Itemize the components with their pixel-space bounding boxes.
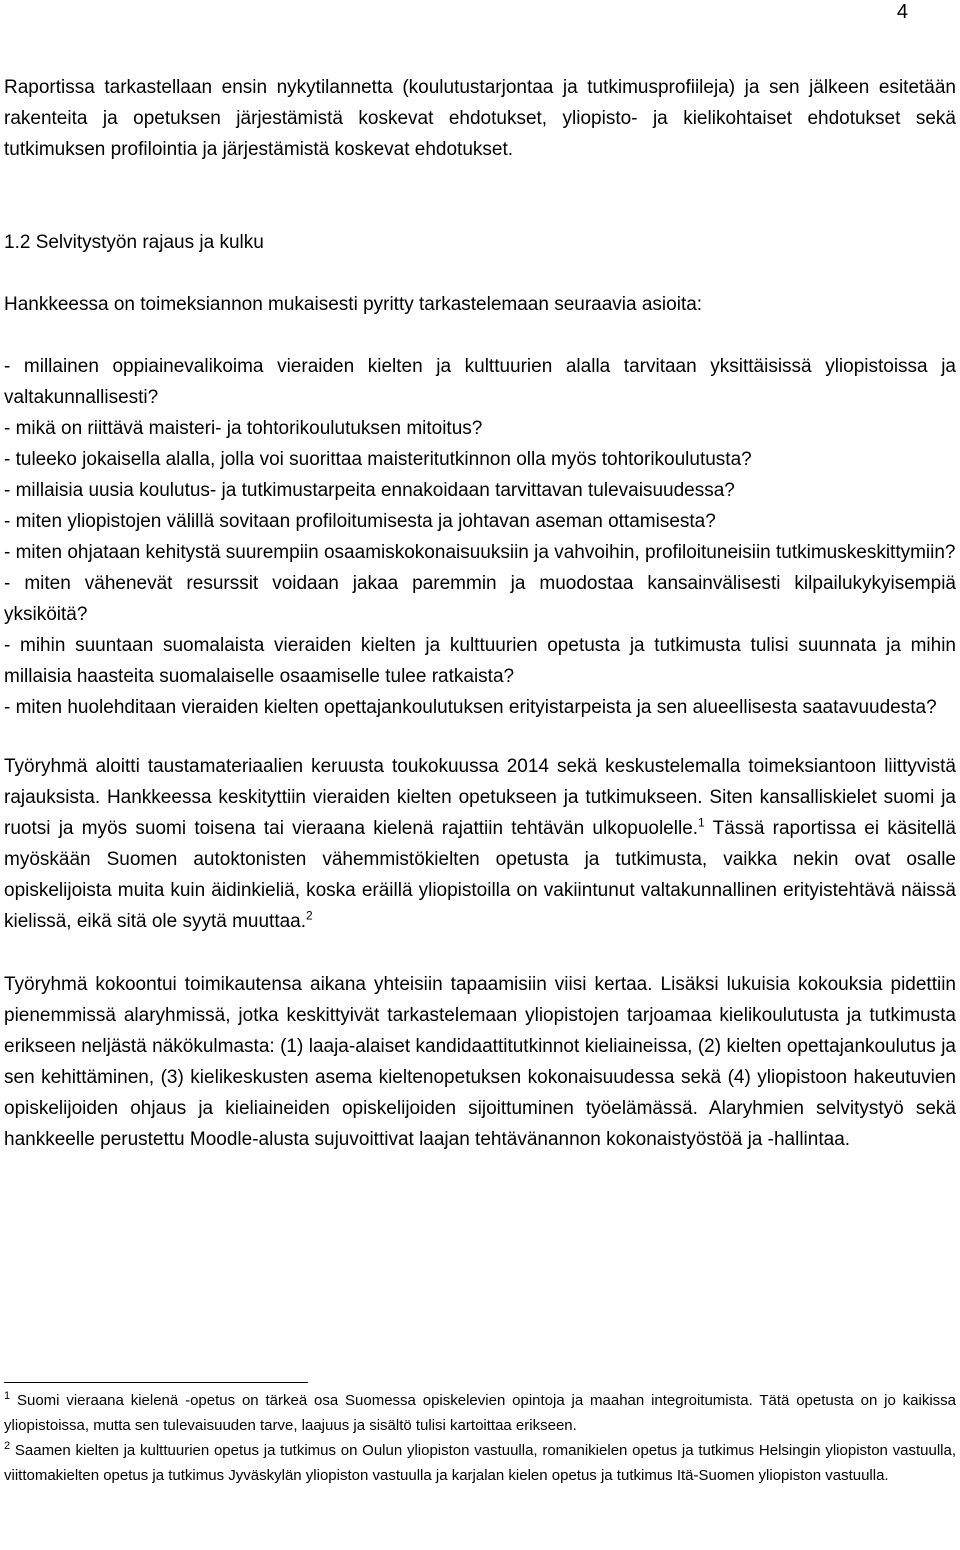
list-item: - tuleeko jokaisella alalla, jolla voi suorittaa maisteritutkinnon olla myös tohtorikoulutusta? [4, 449, 752, 470]
list-item: - miten huolehditaan vieraiden kielten opettajankoulutuksen erityistarpeista ja sen alueellisesta saatavuudesta? [4, 697, 937, 718]
list-item: - millainen oppiainevalikoima vieraiden kielten ja kulttuurien alalla tarvitaan yksittäisissä yliopistoissa ja valtakunnallisesti? [4, 356, 956, 408]
list-item: - mikä on riittävä maisteri- ja tohtorikoulutuksen mitoitus? [4, 418, 483, 439]
footnote-divider [4, 1382, 308, 1383]
list-item: - mihin suuntaan suomalaista vieraiden kielten ja kulttuurien opetusta ja tutkimusta tulisi suunnata ja mihin millaisia haasteita suomalaiselle osaamiselle tulee ratkaista? [4, 635, 956, 687]
footnote [4, 1438, 956, 1488]
working-group-paragraph: Työryhmä kokoontui toimikautensa aikana yhteisiin tapaamisiin viisi kertaa. Lisäksi lukuisia kokouksia pidettiin pienemmissä alaryhmissä, jotka keskittyivät tarkastelemaan yliopistojen tarjoamaa kielikoulutusta ja tutkimusta erikseen neljästä näkökulmasta: (1) laaja-alaiset kandidaattitutkinnot kieliaineissa, (2) kielten opettajankoulutus ja sen kehittäminen, (3) kielikeskusten asema kieltenopetuksen kokonaisuudessa sekä (4) yliopistoon hakeutuvien opiskelijoiden ohjaus ja kieliaineiden opiskelijoiden sijoittuminen työelämässä. Alaryhmien selvitystyö sekä hankkeelle perustettu Moodle-alusta sujuvoittivat laajan tehtävänannon kokonaistyöstöä ja -hallintaa. [4, 974, 956, 1150]
section-heading: 1.2 Selvitystyön rajaus ja kulku [4, 232, 264, 253]
footnotes [4, 1388, 956, 1488]
question-list [4, 351, 956, 723]
footnote-text: Saamen kielten ja kulttuurien opetus ja tutkimus on Oulun yliopiston vastuulla, romanikielen opetus ja tutkimus Helsingin yliopiston vastuulla, viittomakielten opetus ja tutkimus Jyväskylän yliopiston vastuulla ja karjalan kielen opetus ja tutkimus Itä-Suomen yliopiston vastuulla. [4, 1442, 956, 1484]
footnote [4, 1388, 956, 1438]
document-body [4, 72, 956, 1155]
list-item: - miten ohjataan kehitystä suurempiin osaamiskokonaisuuksiin ja vahvoihin, profiloituneisiin tutkimuskeskittymiin? [4, 542, 956, 563]
list-item: - miten yliopistojen välillä sovitaan profiloitumisesta ja johtavan aseman ottamisesta? [4, 511, 716, 532]
scope-text-1: Työryhmä aloitti taustamateriaalien keruusta toukokuussa 2014 sekä keskustelemalla toimeksiantoon liittyvistä rajauksista. Hankkeessa keskityttiin vieraiden kielten opetukseen ja tutkimukseen. Siten kansalliskielet suomi ja ruotsi ja myös suomi toisena tai vieraana kielenä rajattiin tehtävän ulkopuolelle. [4, 756, 956, 839]
footnote-text: Suomi vieraana kielenä -opetus on tärkeä osa Suomessa opiskelevien opintoja ja maahan integroitumista. Tätä opetusta on jo kaikissa yliopistoissa, mutta sen tulevaisuuden tarve, laajuus ja sisältö tulisi kartoittaa erikseen. [4, 1392, 956, 1434]
lead-sentence: Hankkeessa on toimeksiannon mukaisesti pyritty tarkastelemaan seuraavia asioita: [4, 294, 703, 315]
page-number: 4 [896, 1, 908, 23]
scope-text-2: Tässä raportissa ei käsitellä myöskään Suomen autoktonisten vähemmistökielten opetusta ja tutkimusta, vaikka nekin ovat osalle opiskelijoista muita kuin äidinkieliä, koska eräillä yliopistoilla on vakiintunut valtakunnallinen erityistehtävä näissä kielissä, eikä sitä ole syytä muuttaa. [4, 818, 956, 932]
list-item: - millaisia uusia koulutus- ja tutkimustarpeita ennakoidaan tarvittavan tulevaisuudessa? [4, 480, 735, 501]
scope-paragraph [4, 751, 956, 937]
footnote-ref-2[interactable]: 2 [306, 908, 313, 923]
footnote-ref-1[interactable]: 1 [698, 815, 705, 830]
footnote-number: 2 [4, 1440, 11, 1452]
footnote-number: 1 [4, 1390, 11, 1402]
list-item: - miten vähenevät resurssit voidaan jakaa paremmin ja muodostaa kansainvälisesti kilpailukykyisempiä yksiköitä? [4, 573, 956, 625]
intro-paragraph: Raportissa tarkastellaan ensin nykytilannetta (koulutustarjontaa ja tutkimusprofiileja) ja sen jälkeen esitetään rakenteita ja opetuksen järjestämistä koskevat ehdotukset, yliopisto- ja kielikohtaiset ehdotukset sekä tutkimuksen profilointia ja järjestämistä koskevat ehdotukset. [4, 77, 956, 160]
